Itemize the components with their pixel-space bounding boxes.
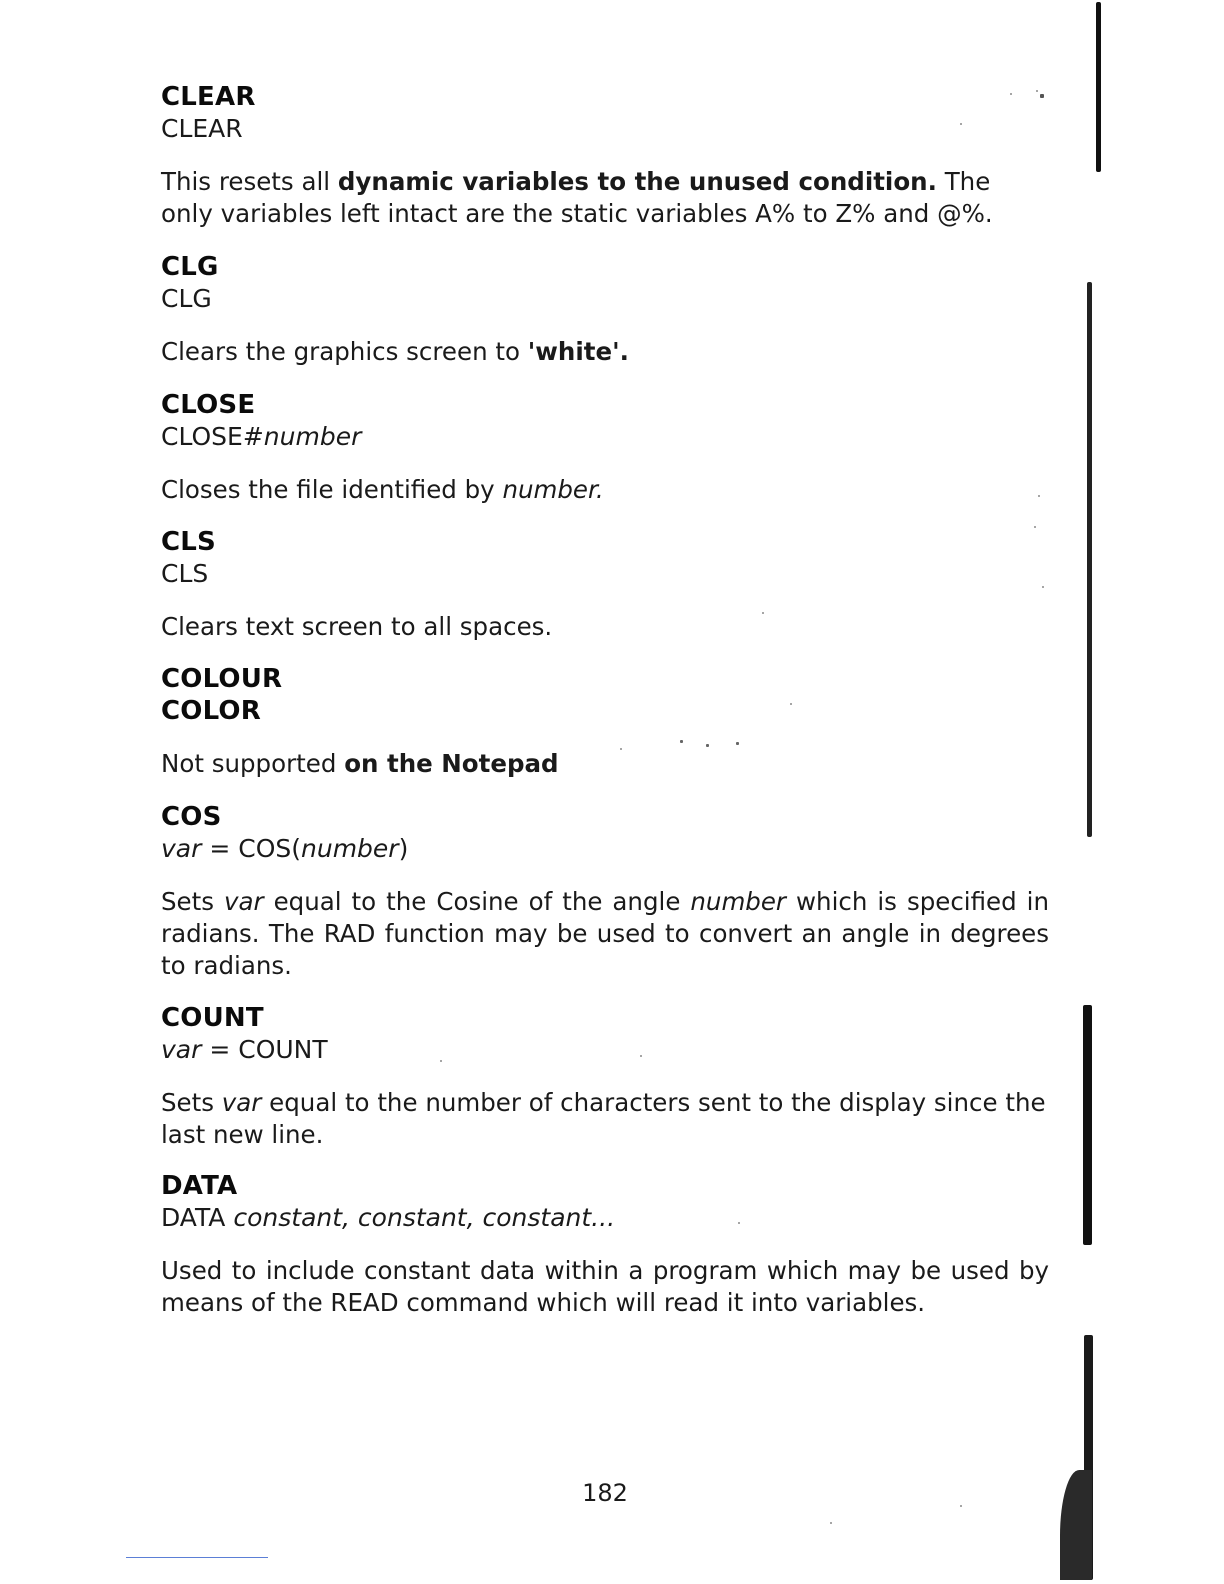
syntax-keyword: DATA: [161, 1203, 234, 1232]
keyword-heading: CLEAR: [161, 82, 256, 112]
syntax-close: ): [398, 834, 409, 863]
keyword-heading: COS: [161, 802, 222, 832]
keyword-heading: COLOUR: [161, 664, 283, 694]
scan-speck: [790, 703, 792, 705]
syntax-variable: var: [161, 1035, 202, 1064]
description: [161, 474, 1049, 506]
syntax-line: CLS: [161, 559, 209, 588]
description: [161, 166, 1049, 230]
description-emphasis: dynamic variables to the unused condition.: [337, 167, 937, 196]
scan-speck: [762, 612, 764, 614]
entry-clear: [161, 81, 1049, 230]
scan-speck: [1040, 94, 1044, 98]
description-variable: var: [224, 887, 264, 916]
scan-edge-mark: [1087, 282, 1092, 837]
description: [161, 886, 1049, 982]
keyword-heading-alt: COLOR: [161, 696, 261, 726]
syntax-variable: var: [161, 834, 202, 863]
scan-speck: [830, 1522, 832, 1524]
keyword-heading: COUNT: [161, 1003, 264, 1033]
description-argument: number.: [502, 475, 604, 504]
footnote-rule: [126, 1557, 268, 1558]
page-number: 182: [582, 1479, 628, 1507]
entry-close: [161, 389, 1049, 506]
scan-edge-mark: [1060, 1470, 1092, 1580]
entry-cls: [161, 526, 1049, 643]
scan-speck: [960, 1505, 962, 1507]
scan-speck: [640, 1055, 642, 1057]
scan-edge-mark: [1096, 2, 1101, 172]
entry-data: [161, 1170, 1049, 1319]
syntax-keyword: CLOSE#: [161, 422, 264, 451]
scan-speck: [706, 744, 709, 747]
syntax-argument: number: [263, 422, 362, 451]
description-text: Sets: [161, 1088, 222, 1117]
description-text: This resets all: [161, 167, 338, 196]
syntax-line: [161, 1202, 1049, 1234]
description-text: Not supported: [161, 749, 345, 778]
scan-edge-mark: [1083, 1005, 1092, 1245]
description-emphasis: 'white'.: [527, 337, 629, 366]
syntax-argument: number: [301, 834, 399, 863]
description: [161, 1087, 1049, 1151]
entry-clg: [161, 251, 1049, 368]
scan-speck: [680, 740, 683, 743]
description-text: which is specified in radians. The RAD function may be used to convert an angle in degrees to radians.: [161, 887, 1049, 980]
keyword-heading: DATA: [161, 1171, 238, 1201]
scan-speck: [1010, 93, 1012, 95]
description-argument: number: [690, 887, 787, 916]
scan-speck: [738, 1222, 740, 1224]
description: [161, 748, 1049, 780]
description-text: Closes the file identified by: [161, 475, 503, 504]
keyword-heading: CLS: [161, 527, 216, 557]
syntax-keyword: = COUNT: [201, 1035, 328, 1064]
keyword-heading: CLOSE: [161, 390, 256, 420]
keyword-heading: CLG: [161, 252, 219, 282]
entry-colour: [161, 663, 1049, 780]
scan-speck: [1036, 90, 1038, 92]
description-text: Sets: [161, 887, 224, 916]
scan-speck: [1038, 495, 1040, 497]
description-text: Clears the graphics screen to: [161, 337, 528, 366]
description: Used to include constant data within a program which may be used by means of the READ command which will read it into variables.: [161, 1256, 1049, 1317]
syntax-line: [161, 833, 1049, 865]
syntax-keyword: = COS(: [201, 834, 302, 863]
scan-speck: [620, 748, 622, 750]
syntax-line: CLG: [161, 284, 212, 313]
scan-speck: [1042, 586, 1044, 588]
description-text: equal to the number of characters sent to the display since the last new line.: [161, 1088, 1046, 1149]
scan-speck: [960, 123, 962, 125]
entry-cos: [161, 801, 1049, 982]
description-variable: var: [221, 1088, 262, 1117]
description-text: The only variables left intact are the static variables A% to Z% and @%.: [161, 167, 993, 228]
syntax-line: [161, 1034, 1049, 1066]
entry-count: [161, 1002, 1049, 1151]
syntax-arguments: constant, constant, constant...: [233, 1203, 616, 1232]
description-emphasis: on the Notepad: [344, 749, 559, 778]
scan-speck: [440, 1060, 442, 1062]
syntax-line: [161, 421, 1049, 453]
description: [161, 336, 1049, 368]
description-text: equal to the Cosine of the angle: [263, 887, 691, 916]
scan-speck: [1034, 526, 1036, 528]
syntax-line: CLEAR: [161, 114, 243, 143]
description: Clears text screen to all spaces.: [161, 612, 553, 641]
scan-speck: [736, 742, 739, 745]
